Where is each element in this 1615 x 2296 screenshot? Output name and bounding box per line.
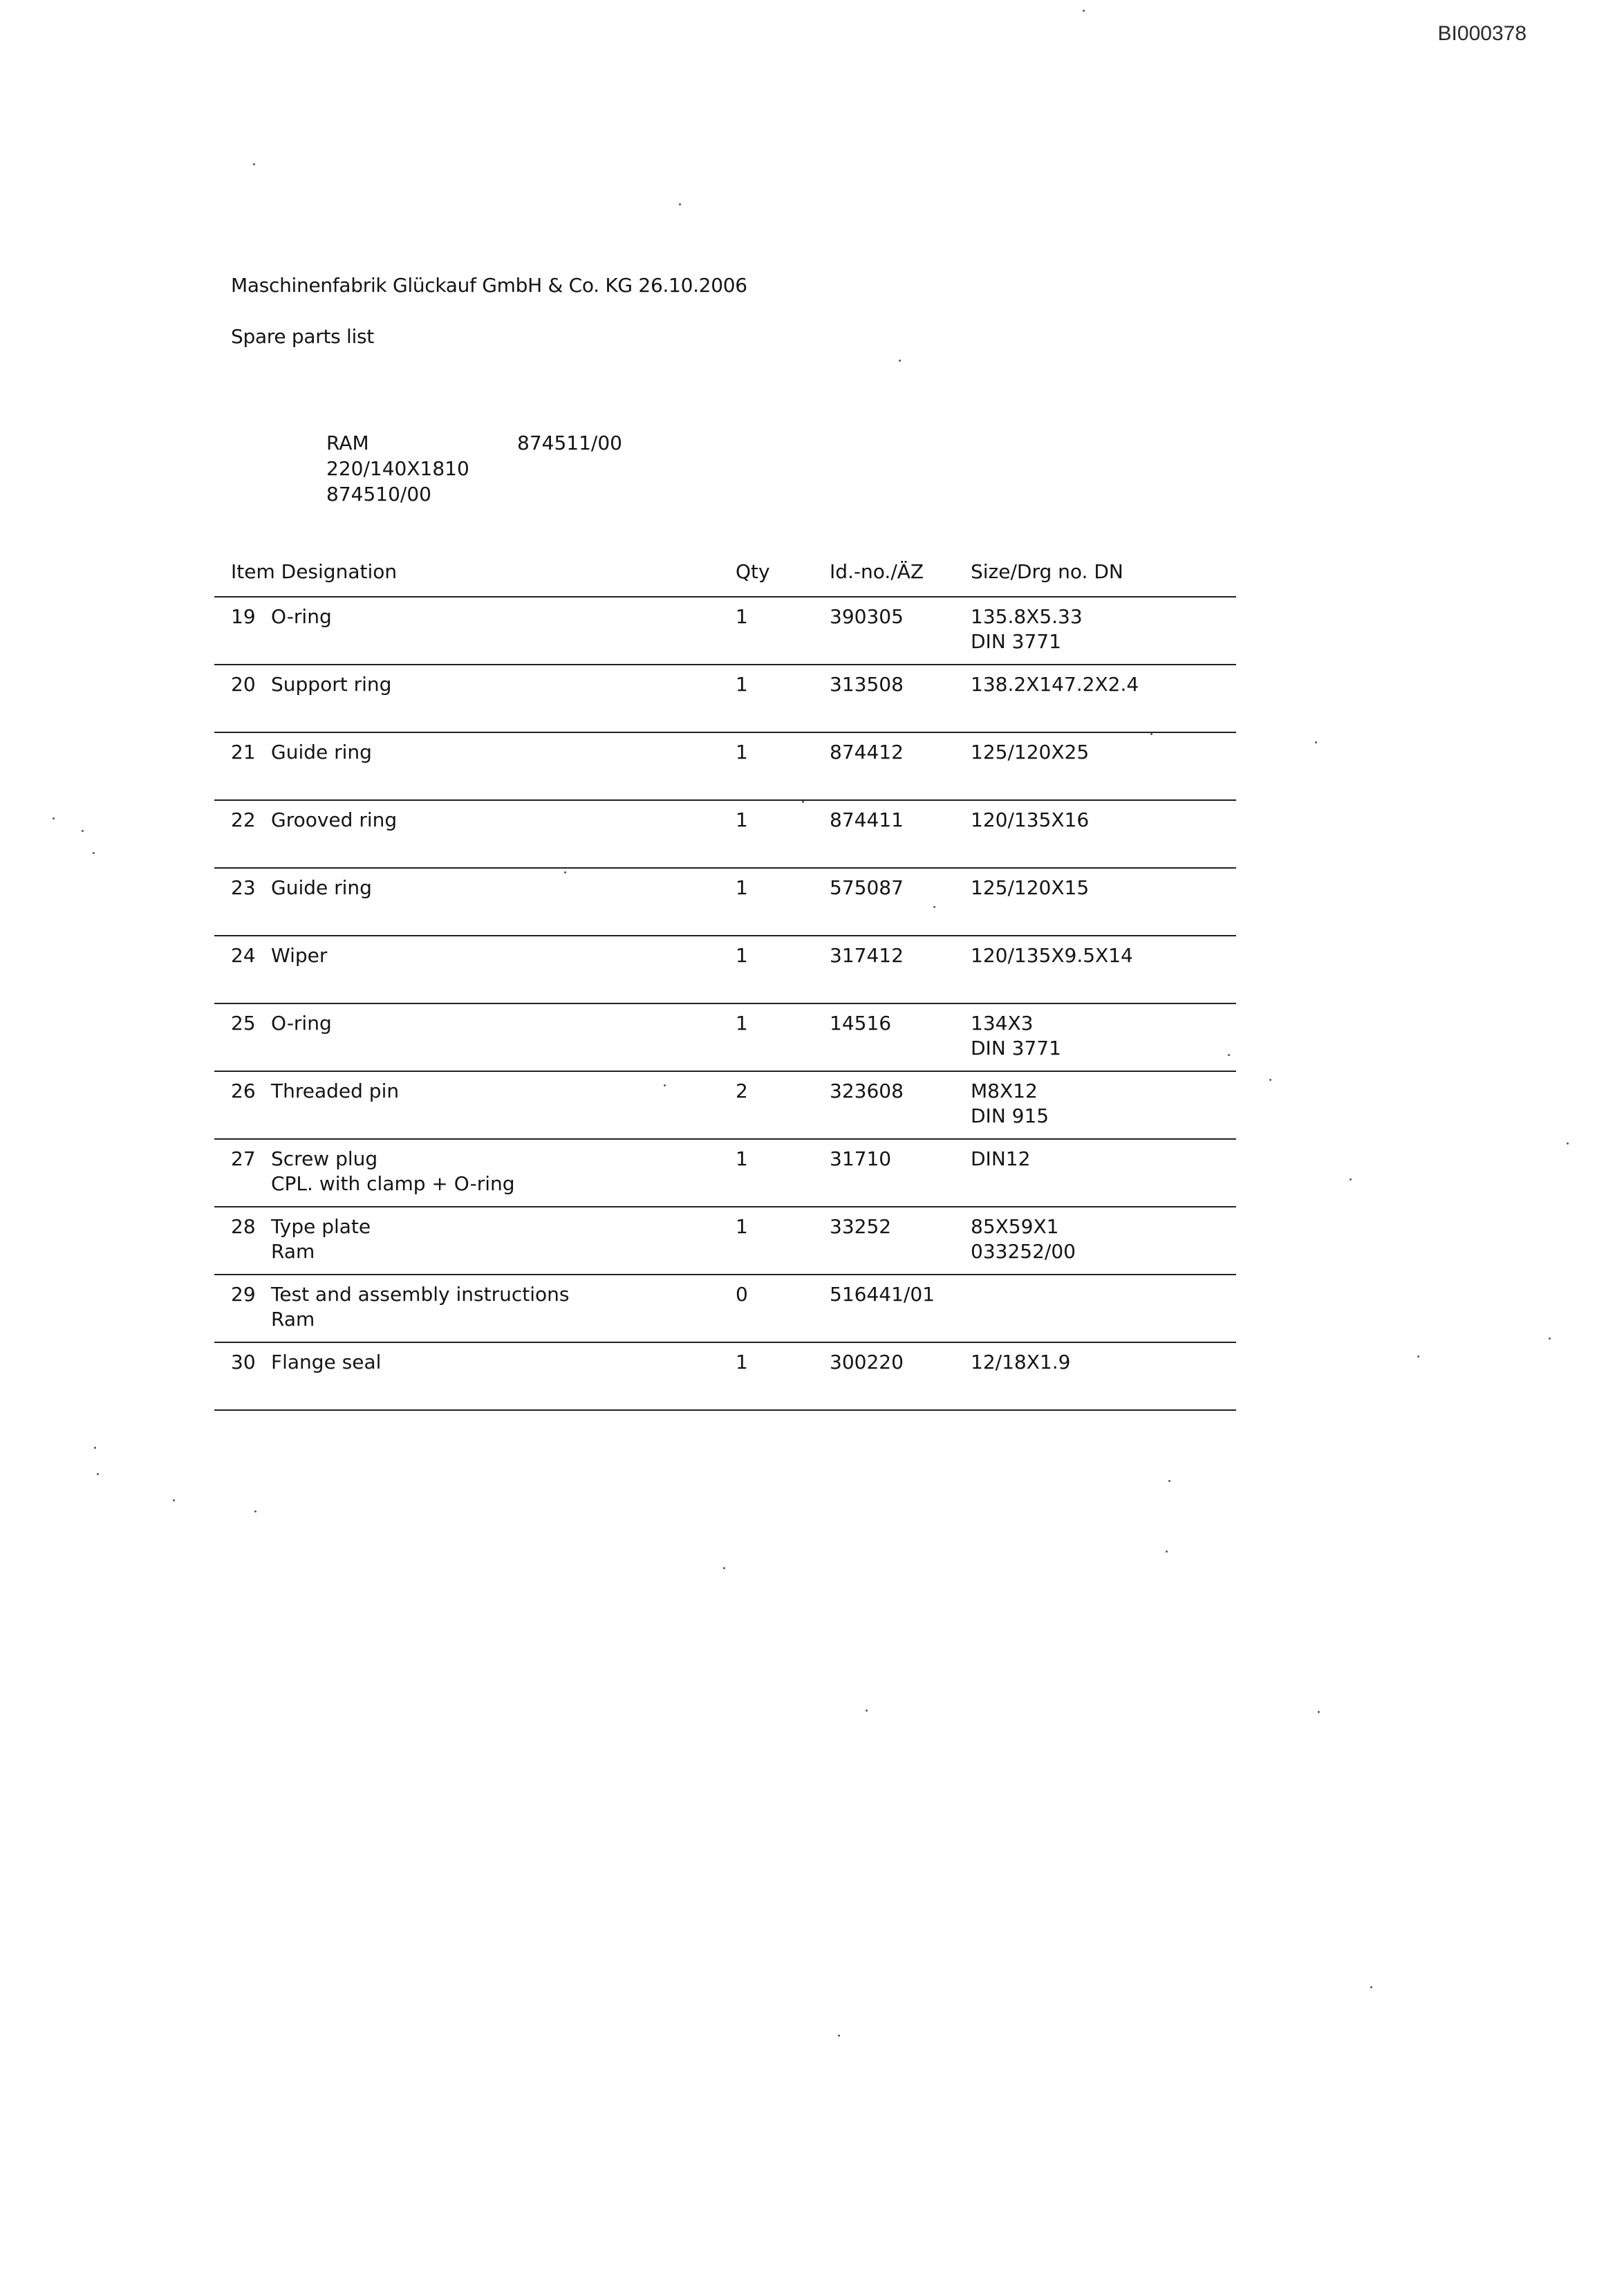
item-size: [971, 876, 1089, 900]
item-size-line-1: 12/18X1.9: [971, 1351, 1071, 1373]
item-designation-line-1: Test and assembly instructions: [271, 1283, 570, 1306]
item-number-line-1: 20: [231, 673, 256, 696]
item-id-no-line-1: 300220: [830, 1351, 904, 1373]
assembly-info: [326, 430, 622, 507]
item-number-line-1: 19: [231, 605, 256, 628]
item-id-no: [830, 1147, 891, 1172]
header-size: Size/Drg no. DN: [971, 560, 1123, 583]
item-id-no: [830, 740, 904, 765]
item-designation: [271, 943, 327, 968]
scan-speck: [1567, 1142, 1569, 1145]
item-qty: [736, 740, 748, 765]
item-id-no-line-1: 575087: [830, 876, 904, 899]
scan-speck: [933, 906, 935, 908]
header-id-no: Id.-no./ÄZ: [830, 560, 924, 583]
item-size: [971, 672, 1139, 697]
item-qty-line-1: 1: [736, 1351, 748, 1373]
item-size-line-1: 125/120X15: [971, 876, 1090, 899]
item-qty-line-1: 1: [736, 1012, 748, 1035]
item-qty-line-1: 2: [736, 1080, 748, 1102]
scan-speck: [93, 852, 95, 854]
item-designation-line-1: Guide ring: [271, 741, 372, 763]
table-row: [214, 869, 1236, 936]
item-designation-line-2: CPL. with clamp + O-ring: [271, 1172, 515, 1195]
scan-speck: [1350, 1178, 1352, 1181]
item-designation-line-1: Screw plug: [271, 1147, 378, 1170]
item-number: [231, 1214, 256, 1239]
table-row: [214, 801, 1236, 869]
item-number-line-1: 21: [231, 741, 256, 763]
document-title: Spare parts list: [231, 325, 374, 348]
item-number-line-1: 26: [231, 1080, 256, 1102]
item-qty: [736, 672, 748, 697]
header-qty: Qty: [736, 560, 770, 583]
scan-speck: [97, 1473, 99, 1475]
item-qty: [736, 1079, 748, 1104]
item-designation: [271, 808, 397, 833]
header-item-designation: Item Designation: [231, 560, 398, 583]
company-line: Maschinenfabrik Glückauf GmbH & Co. KG 26.10.2006: [231, 274, 747, 297]
item-designation-line-1: Support ring: [271, 673, 392, 696]
item-qty-line-1: 0: [736, 1283, 748, 1306]
scan-speck: [94, 1447, 96, 1449]
table-row: [214, 1207, 1236, 1275]
item-number-line-1: 25: [231, 1012, 256, 1035]
item-qty-line-1: 1: [736, 808, 748, 831]
item-id-no: [830, 672, 904, 697]
item-id-no: [830, 1282, 935, 1307]
scan-speck: [899, 360, 901, 362]
item-id-no-line-1: 313508: [830, 673, 904, 696]
scan-speck: [564, 871, 566, 873]
scan-speck: [1083, 10, 1085, 12]
item-qty: [736, 808, 748, 833]
item-id-no-line-1: 390305: [830, 605, 904, 628]
item-id-no-line-1: 323608: [830, 1080, 904, 1102]
item-size-line-1: 120/135X9.5X14: [971, 944, 1133, 967]
item-qty: [736, 604, 748, 629]
table-row: [214, 1343, 1236, 1411]
item-number: [231, 604, 256, 629]
item-id-no: [830, 604, 904, 629]
item-size: [971, 1079, 1049, 1129]
item-qty: [736, 1214, 748, 1239]
item-number: [231, 1147, 256, 1172]
item-number: [231, 1079, 256, 1104]
item-id-no: [830, 1011, 891, 1036]
item-designation-line-1: Guide ring: [271, 876, 372, 899]
item-size-line-1: 125/120X25: [971, 741, 1090, 763]
scan-speck: [253, 163, 255, 165]
table-row: [214, 598, 1236, 665]
item-number: [231, 1350, 256, 1375]
document-id: BI000378: [1437, 22, 1527, 45]
item-qty-line-1: 1: [736, 673, 748, 696]
item-number: [231, 943, 256, 968]
item-size-line-2: DIN 3771: [971, 1037, 1061, 1059]
item-id-no: [830, 1214, 891, 1239]
item-designation: [271, 1011, 332, 1036]
item-number-line-1: 30: [231, 1351, 256, 1373]
item-designation: [271, 1350, 381, 1375]
item-qty: [736, 1011, 748, 1036]
item-size: [971, 604, 1083, 654]
item-size: [971, 1214, 1076, 1264]
item-id-no-line-1: 14516: [830, 1012, 892, 1035]
item-designation-line-1: Type plate: [271, 1215, 371, 1238]
scan-speck: [1166, 1550, 1168, 1553]
item-qty-line-1: 1: [736, 1147, 748, 1170]
assembly-row: [326, 430, 622, 456]
scan-speck: [254, 1510, 256, 1512]
item-qty: [736, 1282, 748, 1307]
item-id-no-line-1: 31710: [830, 1147, 892, 1170]
item-id-no-line-1: 874411: [830, 808, 904, 831]
item-size-line-1: 134X3: [971, 1012, 1034, 1035]
scan-speck: [1269, 1079, 1271, 1081]
table-body: [214, 598, 1236, 1411]
assembly-dimensions: 220/140X1810: [326, 457, 469, 480]
item-number-line-1: 24: [231, 944, 256, 967]
item-size-line-2: DIN 3771: [971, 630, 1061, 653]
item-number-line-1: 28: [231, 1215, 256, 1238]
item-size-line-1: DIN12: [971, 1147, 1031, 1170]
item-qty-line-1: 1: [736, 605, 748, 628]
scan-speck: [1150, 733, 1152, 735]
item-id-no: [830, 876, 904, 900]
table-row: [214, 1004, 1236, 1072]
item-designation-line-1: Flange seal: [271, 1351, 382, 1373]
scan-speck: [723, 1567, 725, 1569]
item-id-no: [830, 1350, 904, 1375]
scan-speck: [1417, 1355, 1419, 1358]
item-id-no: [830, 808, 904, 833]
table-row: [214, 1275, 1236, 1343]
scan-speck: [1228, 1054, 1230, 1056]
item-designation-line-1: O-ring: [271, 1012, 332, 1035]
scan-speck: [82, 830, 84, 832]
item-id-no-line-1: 516441/01: [830, 1283, 935, 1306]
item-designation-line-2: Ram: [271, 1240, 315, 1263]
item-designation-line-1: Grooved ring: [271, 808, 398, 831]
item-size-line-2: DIN 915: [971, 1104, 1049, 1127]
item-number: [231, 1011, 256, 1036]
scan-speck: [173, 1499, 175, 1501]
item-number: [231, 672, 256, 697]
item-size: [971, 1011, 1061, 1061]
item-qty: [736, 876, 748, 900]
item-size: [971, 808, 1089, 833]
item-id-no-line-1: 33252: [830, 1215, 892, 1238]
scan-speck: [838, 2035, 840, 2037]
item-designation: [271, 1079, 399, 1104]
item-designation: [271, 604, 332, 629]
item-size-line-1: 120/135X16: [971, 808, 1090, 831]
item-number: [231, 740, 256, 765]
scan-speck: [802, 801, 804, 803]
scan-speck: [1370, 1986, 1372, 1988]
item-qty-line-1: 1: [736, 741, 748, 763]
item-qty-line-1: 1: [736, 1215, 748, 1238]
item-designation-line-2: Ram: [271, 1308, 315, 1331]
item-designation: [271, 1147, 515, 1196]
scan-speck: [1549, 1337, 1551, 1340]
table-row: [214, 665, 1236, 733]
item-designation-line-1: O-ring: [271, 605, 332, 628]
assembly-number: 874511/00: [517, 432, 622, 454]
item-qty-line-1: 1: [736, 944, 748, 967]
item-number: [231, 876, 256, 900]
row-rule: [214, 1409, 1236, 1411]
item-size-line-2: 033252/00: [971, 1240, 1076, 1263]
table-header: [214, 560, 1236, 596]
item-designation: [271, 1214, 371, 1264]
item-qty: [736, 1350, 748, 1375]
scan-speck: [53, 817, 55, 820]
table-row: [214, 1140, 1236, 1207]
item-qty-line-1: 1: [736, 876, 748, 899]
scan-speck: [1315, 741, 1317, 743]
assembly-name: RAM: [326, 432, 369, 454]
table-row: [214, 936, 1236, 1004]
item-designation: [271, 672, 391, 697]
scan-speck: [866, 1710, 868, 1712]
item-number-line-1: 22: [231, 808, 256, 831]
scan-speck: [1168, 1480, 1170, 1482]
item-number: [231, 808, 256, 833]
item-id-no-line-1: 874412: [830, 741, 904, 763]
scan-speck: [679, 203, 681, 205]
item-size: [971, 1147, 1030, 1172]
item-designation: [271, 1282, 569, 1332]
item-size-line-1: 138.2X147.2X2.4: [971, 673, 1139, 696]
item-number-line-1: 23: [231, 876, 256, 899]
item-size-line-1: 135.8X5.33: [971, 605, 1083, 628]
scan-speck: [1318, 1711, 1320, 1713]
item-id-no-line-1: 317412: [830, 944, 904, 967]
item-size: [971, 1350, 1070, 1375]
item-size: [971, 943, 1133, 968]
item-size: [971, 740, 1089, 765]
item-qty: [736, 943, 748, 968]
item-designation-line-1: Threaded pin: [271, 1080, 400, 1102]
scan-speck: [664, 1084, 666, 1086]
item-designation: [271, 876, 372, 900]
item-qty: [736, 1147, 748, 1172]
item-number-line-1: 29: [231, 1283, 256, 1306]
item-number-line-1: 27: [231, 1147, 256, 1170]
item-id-no: [830, 1079, 904, 1104]
item-number: [231, 1282, 256, 1307]
table-row: [214, 1072, 1236, 1140]
item-size-line-1: 85X59X1: [971, 1215, 1059, 1238]
spare-parts-table: [214, 560, 1236, 1411]
item-id-no: [830, 943, 904, 968]
item-designation: [271, 740, 372, 765]
table-row: [214, 733, 1236, 801]
item-size-line-1: M8X12: [971, 1080, 1038, 1102]
assembly-drawing-number: 874510/00: [326, 483, 431, 506]
item-designation-line-1: Wiper: [271, 944, 328, 967]
